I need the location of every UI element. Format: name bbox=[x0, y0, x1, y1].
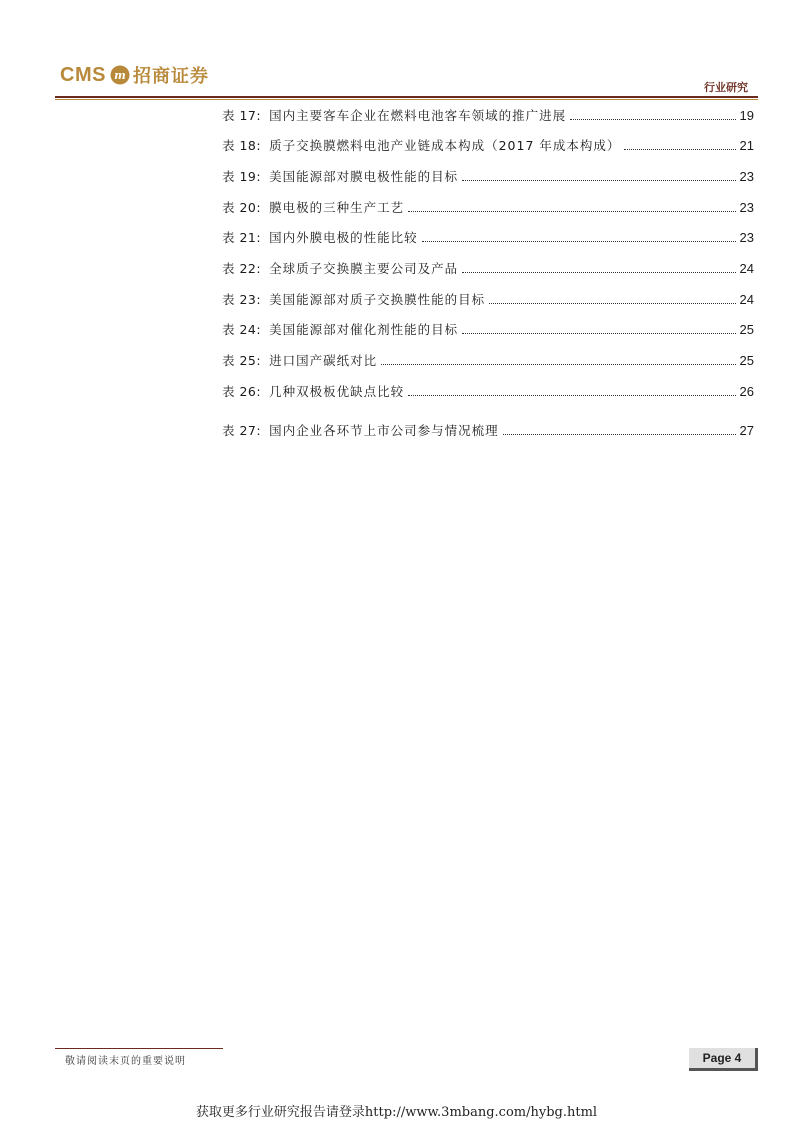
toc-entry-page: 21 bbox=[739, 138, 754, 153]
toc-entry-title: 质子交换膜燃料电池产业链成本构成（2017 年成本构成） bbox=[269, 138, 621, 153]
toc-entry[interactable] bbox=[222, 198, 754, 218]
toc-entry-title: 国内主要客车企业在燃料电池客车领域的推广进展 bbox=[269, 108, 567, 123]
logo-emblem-icon bbox=[110, 65, 130, 85]
toc-entry-title: 进口国产碳纸对比 bbox=[269, 353, 378, 368]
page-number-badge: Page 4 bbox=[689, 1048, 758, 1071]
toc-entry[interactable] bbox=[222, 382, 754, 402]
toc-leader-dots bbox=[422, 240, 736, 242]
toc-entry-page: 23 bbox=[739, 200, 754, 215]
toc-entry[interactable] bbox=[222, 136, 754, 156]
toc-entry-title: 全球质子交换膜主要公司及产品 bbox=[269, 261, 459, 276]
section-label: 行业研究 bbox=[704, 81, 748, 94]
toc-entry-page: 19 bbox=[739, 108, 754, 123]
toc-entry-page: 23 bbox=[739, 169, 754, 184]
toc-entry[interactable] bbox=[222, 351, 754, 371]
toc-entry-number: 表 19: bbox=[222, 169, 262, 184]
footer-divider bbox=[55, 1048, 223, 1049]
page-header bbox=[0, 0, 793, 100]
toc-entry-page: 26 bbox=[739, 384, 754, 399]
toc-leader-dots bbox=[462, 179, 735, 181]
toc-entry-title: 膜电极的三种生产工艺 bbox=[269, 200, 405, 215]
toc-entry[interactable] bbox=[222, 320, 754, 340]
toc-entry[interactable] bbox=[222, 259, 754, 279]
toc-leader-dots bbox=[408, 210, 735, 212]
toc-entry[interactable] bbox=[222, 228, 754, 248]
toc-entry-title: 美国能源部对催化剂性能的目标 bbox=[269, 322, 459, 337]
toc-entry-number: 表 27: bbox=[222, 423, 262, 438]
toc-entry-number: 表 26: bbox=[222, 384, 262, 399]
toc-entry-title: 几种双极板优缺点比较 bbox=[269, 384, 405, 399]
toc-entry-page: 23 bbox=[739, 230, 754, 245]
toc-leader-dots bbox=[624, 148, 735, 150]
toc-entry-page: 25 bbox=[739, 322, 754, 337]
logo-chinese-name: 招商证券 bbox=[132, 66, 209, 87]
toc-entry-title: 美国能源部对膜电极性能的目标 bbox=[269, 169, 459, 184]
toc-entry-number: 表 21: bbox=[222, 230, 262, 245]
toc-entry-number: 表 18: bbox=[222, 138, 262, 153]
company-logo bbox=[60, 62, 209, 88]
toc-leader-dots bbox=[489, 302, 735, 304]
toc-entry-page: 27 bbox=[739, 423, 754, 438]
promo-link[interactable]: 获取更多行业研究报告请登录http://www.3mbang.com/hybg.html bbox=[195, 1105, 598, 1120]
toc-entry-title: 美国能源部对质子交换膜性能的目标 bbox=[269, 292, 486, 307]
toc-leader-dots bbox=[503, 433, 736, 435]
toc-entry-number: 表 22: bbox=[222, 261, 262, 276]
toc-entry-title: 国内外膜电极的性能比较 bbox=[269, 230, 418, 245]
toc-entry[interactable] bbox=[222, 421, 754, 441]
toc-leader-dots bbox=[408, 394, 735, 396]
toc-leader-dots bbox=[462, 271, 735, 273]
toc-entry-title: 国内企业各环节上市公司参与情况梳理 bbox=[269, 423, 499, 438]
toc-entry[interactable] bbox=[222, 106, 754, 126]
toc-entry-number: 表 17: bbox=[222, 108, 262, 123]
disclaimer-note: 敬请阅读末页的重要说明 bbox=[65, 1056, 186, 1067]
toc-leader-dots bbox=[381, 363, 735, 365]
header-divider bbox=[55, 96, 758, 98]
toc-entry-page: 24 bbox=[739, 292, 754, 307]
toc-entry-number: 表 24: bbox=[222, 322, 262, 337]
toc-entry[interactable] bbox=[222, 290, 754, 310]
toc-entry-number: 表 23: bbox=[222, 292, 262, 307]
toc-entry[interactable] bbox=[222, 167, 754, 187]
toc-leader-dots bbox=[462, 332, 735, 334]
svg-text:m: m bbox=[114, 69, 126, 82]
header-divider-thin bbox=[55, 99, 758, 100]
toc-leader-dots bbox=[570, 118, 735, 120]
toc-entry-page: 24 bbox=[739, 261, 754, 276]
logo-text: CMS bbox=[60, 63, 106, 86]
toc-entry-page: 25 bbox=[739, 353, 754, 368]
toc-entry-number: 表 20: bbox=[222, 200, 262, 215]
toc-entry-number: 表 25: bbox=[222, 353, 262, 368]
